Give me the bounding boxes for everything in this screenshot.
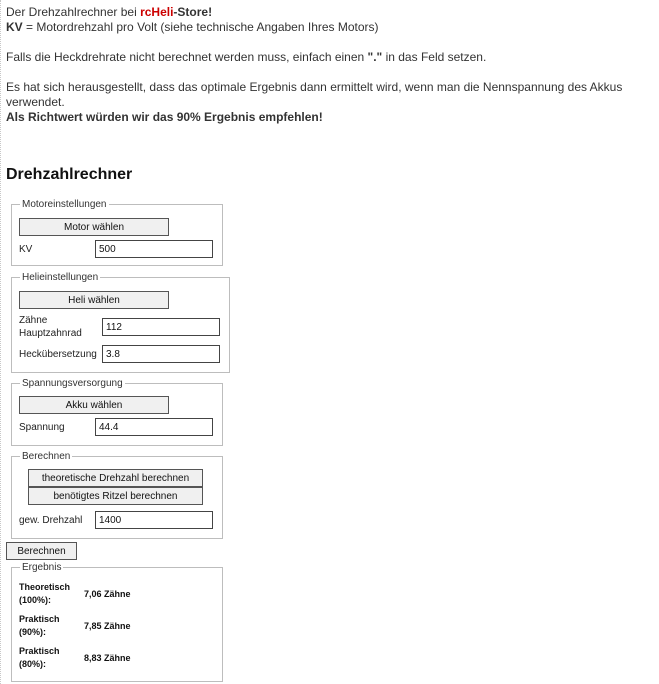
tail-ratio-input[interactable] bbox=[102, 345, 220, 363]
result-legend: Ergebnis bbox=[22, 562, 62, 573]
kv-abbr: KV bbox=[6, 20, 23, 34]
brand-heli: Heli bbox=[151, 5, 174, 19]
note-suffix: in das Feld setzen. bbox=[382, 50, 487, 64]
intro-line-optimal: Es hat sich herausgestellt, dass das optimale Ergebnis dann ermittelt wird, wenn man die Nennspannung des Akkus verwendet. bbox=[6, 80, 623, 109]
result-theoretical-label bbox=[19, 581, 70, 607]
select-motor-button[interactable]: Motor wählen bbox=[19, 218, 169, 236]
left-guide-line bbox=[0, 0, 4, 684]
heli-settings-legend: Helieinstellungen bbox=[22, 272, 99, 283]
page-title: Drehzahlrechner bbox=[6, 166, 133, 183]
kv-text: = Motordrehzahl pro Volt (siehe technische Angaben Ihres Motors) bbox=[22, 20, 379, 34]
result-practical-90-label-line2: (90%): bbox=[19, 627, 47, 637]
voltage-label: Spannung bbox=[19, 422, 65, 433]
result-practical-90-value: 7,85 Zähne bbox=[84, 621, 131, 631]
intro-line-note bbox=[6, 50, 656, 65]
intro-line-store bbox=[6, 5, 656, 20]
result-practical-80-value: 8,83 Zähne bbox=[84, 653, 131, 663]
tail-ratio-label: Heckübersetzung bbox=[19, 349, 97, 360]
brand-rc: rc bbox=[140, 5, 152, 19]
select-battery-button[interactable]: Akku wählen bbox=[19, 396, 169, 414]
result-practical-80-label-line1: Praktisch bbox=[19, 646, 60, 656]
result-practical-90-label bbox=[19, 613, 60, 639]
intro-line-recommend: Als Richtwert würden wir das 90% Ergebnis empfehlen! bbox=[6, 110, 323, 124]
voltage-input[interactable] bbox=[95, 418, 213, 436]
main-gear-teeth-label-line2: Hauptzahnrad bbox=[19, 328, 82, 339]
main-gear-teeth-label bbox=[19, 314, 82, 340]
note-dot: "." bbox=[367, 50, 383, 64]
calculate-pinion-button[interactable]: benötigtes Ritzel berechnen bbox=[28, 487, 203, 505]
intro-line-kv bbox=[6, 20, 656, 35]
result-practical-80-label bbox=[19, 645, 60, 671]
intro-text bbox=[6, 5, 656, 125]
power-supply-legend: Spannungsversorgung bbox=[22, 378, 123, 389]
desired-rpm-label: gew. Drehzahl bbox=[19, 515, 83, 526]
kv-label: KV bbox=[19, 244, 33, 255]
kv-input[interactable] bbox=[95, 240, 213, 258]
calculate-legend: Berechnen bbox=[22, 451, 71, 462]
intro-prefix: Der Drehzahlrechner bei bbox=[6, 5, 141, 19]
result-practical-90-label-line1: Praktisch bbox=[19, 614, 60, 624]
motor-settings-legend: Motoreinstellungen bbox=[22, 199, 107, 210]
main-gear-teeth-label-line1: Zähne bbox=[19, 315, 48, 326]
result-theoretical-label-line2: (100%): bbox=[19, 595, 52, 605]
result-theoretical-label-line1: Theoretisch bbox=[19, 582, 71, 592]
note-prefix: Falls die Heckdrehrate nicht berechnet werden muss, einfach einen bbox=[6, 50, 368, 64]
desired-rpm-input[interactable] bbox=[95, 511, 213, 529]
main-gear-teeth-input[interactable] bbox=[102, 318, 220, 336]
result-theoretical-value: 7,06 Zähne bbox=[84, 589, 131, 599]
calculate-theoretical-rpm-button[interactable]: theoretische Drehzahl berechnen bbox=[28, 469, 203, 487]
brand-store: -Store! bbox=[173, 5, 213, 19]
calculate-submit-button[interactable]: Berechnen bbox=[6, 542, 77, 560]
result-practical-80-label-line2: (80%): bbox=[19, 659, 47, 669]
select-heli-button[interactable]: Heli wählen bbox=[19, 291, 169, 309]
